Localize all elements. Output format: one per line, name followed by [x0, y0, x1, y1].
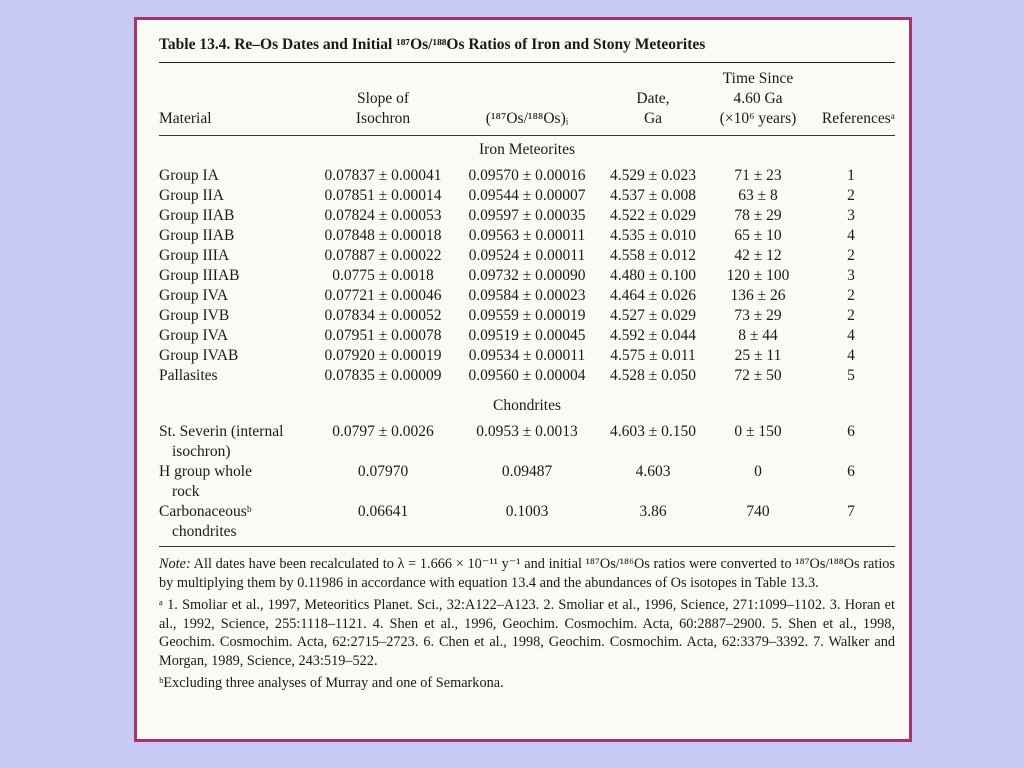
cell-ref-text: 4 — [847, 327, 855, 344]
cell-initial — [457, 266, 597, 286]
cell-material — [159, 422, 309, 462]
cell-material-text: Group IVA — [159, 287, 229, 304]
slide-frame — [134, 17, 912, 742]
cell-slope — [309, 306, 457, 326]
cell-time — [709, 206, 807, 226]
cell-material — [159, 186, 309, 206]
cell-time-text: 71 ± 23 — [734, 167, 782, 184]
cell-material-text: Group IIAB — [159, 207, 235, 224]
cell-time — [709, 246, 807, 266]
cell-ref-text: 3 — [847, 207, 855, 224]
cell-time — [709, 326, 807, 346]
table-row — [159, 346, 895, 366]
cell-date — [597, 226, 709, 246]
cell-date-text: 4.480 ± 0.100 — [609, 267, 696, 284]
cell-time — [709, 166, 807, 186]
table-row — [159, 206, 895, 226]
cell-slope-text: 0.07970 — [357, 463, 409, 480]
cell-ref-text: 2 — [847, 247, 855, 264]
header-time-line1: Time Since — [722, 70, 794, 87]
cell-ref-text: 6 — [847, 423, 855, 440]
cell-date-text: 4.558 ± 0.012 — [609, 247, 696, 264]
section-header-row — [159, 386, 895, 422]
cell-material — [159, 246, 309, 266]
cell-date — [597, 502, 709, 542]
cell-initial — [457, 346, 597, 366]
cell-ref-text: 4 — [847, 227, 855, 244]
section-title: Iron Meteorites — [479, 141, 575, 158]
cell-slope-text: 0.0797 ± 0.0026 — [332, 423, 434, 440]
cell-ref — [807, 166, 895, 186]
cell-slope-text: 0.07951 ± 0.00078 — [324, 327, 442, 344]
cell-initial-text: 0.09560 ± 0.00004 — [468, 367, 586, 384]
cell-initial-text: 0.09487 — [501, 463, 553, 480]
cell-slope — [309, 326, 457, 346]
cell-material — [159, 166, 309, 186]
table-row — [159, 502, 895, 542]
cell-time — [709, 366, 807, 386]
cell-date-text: 4.603 ± 0.150 — [609, 423, 696, 440]
cell-material-text: Group IVB — [159, 307, 230, 324]
cell-date-text: 4.522 ± 0.029 — [609, 207, 696, 224]
cell-initial — [457, 366, 597, 386]
cell-initial-text: 0.09570 ± 0.00016 — [468, 167, 586, 184]
cell-slope — [309, 366, 457, 386]
cell-ref — [807, 346, 895, 366]
cell-material — [159, 346, 309, 366]
cell-slope — [309, 186, 457, 206]
cell-material-text: Group IIIAB — [159, 267, 240, 284]
cell-slope-text: 0.07837 ± 0.00041 — [324, 167, 442, 184]
cell-slope-text: 0.07851 ± 0.00014 — [324, 187, 442, 204]
cell-ref — [807, 206, 895, 226]
cell-slope — [309, 166, 457, 186]
table-row — [159, 306, 895, 326]
cell-slope — [309, 226, 457, 246]
cell-initial — [457, 422, 597, 462]
table-row — [159, 286, 895, 306]
cell-slope-text: 0.0775 ± 0.0018 — [332, 267, 434, 284]
note-label: Note: — [159, 556, 191, 572]
section-title: Chondrites — [492, 397, 562, 414]
note-text: All dates have been recalculated to λ = 1.666 × 10⁻¹¹ y⁻¹ and initial ¹⁸⁷Os/¹⁸⁶Os ratios were converted to ¹⁸⁷Os/¹⁸⁸Os ratios by multiplying them by 0.11986 in accordance with equation 13.4 and the abundances of Os isotopes in Table 13.3. — [159, 556, 895, 591]
cell-material-continuation: isochron) — [172, 443, 231, 460]
cell-time-text: 78 ± 29 — [734, 207, 782, 224]
table-row — [159, 186, 895, 206]
header-references: Referencesᵃ — [821, 110, 895, 127]
cell-ref — [807, 326, 895, 346]
header-date-line1: Date, — [636, 90, 670, 107]
table-notes — [159, 555, 895, 693]
bottom-rule — [159, 546, 895, 547]
cell-ref — [807, 502, 895, 542]
cell-initial-text: 0.09559 ± 0.00019 — [468, 307, 586, 324]
table-row — [159, 246, 895, 266]
note-paragraph — [159, 555, 895, 592]
header-time-line2: 4.60 Ga — [733, 90, 783, 107]
cell-time — [709, 346, 807, 366]
cell-time-text: 136 ± 26 — [730, 287, 786, 304]
header-slope-line2: Isochron — [355, 110, 411, 127]
cell-slope-text: 0.07721 ± 0.00046 — [324, 287, 442, 304]
cell-time — [709, 266, 807, 286]
cell-ref-text: 1 — [847, 167, 855, 184]
cell-time-text: 120 ± 100 — [726, 267, 790, 284]
table-row — [159, 422, 895, 462]
cell-material-text: Group IIAB — [159, 227, 235, 244]
cell-time — [709, 502, 807, 542]
cell-initial-text: 0.09544 ± 0.00007 — [468, 187, 586, 204]
header-date-line2: Ga — [643, 110, 663, 127]
cell-time-text: 0 ± 150 — [734, 423, 782, 440]
cell-time-text: 8 ± 44 — [738, 327, 778, 344]
header-time-line3: (×10⁶ years) — [719, 110, 797, 127]
cell-ref — [807, 286, 895, 306]
cell-time-text: 42 ± 12 — [734, 247, 782, 264]
cell-time — [709, 186, 807, 206]
cell-time — [709, 226, 807, 246]
table-row — [159, 166, 895, 186]
cell-time-text: 740 — [746, 503, 770, 520]
cell-material-continuation: rock — [172, 483, 200, 500]
cell-ref-text: 2 — [847, 287, 855, 304]
cell-initial — [457, 462, 597, 502]
cell-date — [597, 266, 709, 286]
cell-ref-text: 5 — [847, 367, 855, 384]
cell-initial-text: 0.09519 ± 0.00045 — [468, 327, 586, 344]
table-row — [159, 366, 895, 386]
cell-material — [159, 266, 309, 286]
cell-material — [159, 462, 309, 502]
cell-time-text: 72 ± 50 — [734, 367, 782, 384]
cell-initial — [457, 326, 597, 346]
cell-material — [159, 286, 309, 306]
cell-material — [159, 502, 309, 542]
cell-material — [159, 326, 309, 346]
cell-material — [159, 366, 309, 386]
cell-initial — [457, 186, 597, 206]
cell-slope — [309, 286, 457, 306]
cell-initial — [457, 226, 597, 246]
cell-initial — [457, 502, 597, 542]
cell-date — [597, 186, 709, 206]
table-container — [159, 36, 895, 697]
cell-material-text: Group IIA — [159, 187, 224, 204]
cell-material-continuation: chondrites — [172, 523, 237, 540]
cell-slope-text: 0.07920 ± 0.00019 — [324, 347, 442, 364]
cell-slope — [309, 246, 457, 266]
cell-date — [597, 422, 709, 462]
table-row — [159, 266, 895, 286]
cell-date-text: 4.575 ± 0.011 — [610, 347, 696, 364]
cell-material-text: H group whole — [159, 463, 252, 480]
footnote-a: ᵃ 1. Smoliar et al., 1997, Meteoritics Planet. Sci., 32:A122–A123. 2. Smoliar et al., 1996, Science, 271:1099–1102. 3. Horan et al., 1992, Science, 255:1118–1121. 4. Shen et al., 1996, Geochim. Cosmochim. Acta, 60:2887–2900. 5. Shen et al., 1998, Geochim. Cosmochim. Acta, 62:2715–2723. 6. Chen et al., 1998, Geochim. Cosmochim. Acta, 62:3379–3392. 7. Walker and Morgan, 1989, Science, 243:519–522. — [159, 597, 895, 669]
cell-slope-text: 0.06641 — [357, 503, 409, 520]
cell-ref — [807, 422, 895, 462]
cell-slope — [309, 206, 457, 226]
cell-initial — [457, 206, 597, 226]
cell-time — [709, 286, 807, 306]
cell-ref — [807, 266, 895, 286]
cell-slope-text: 0.07887 ± 0.00022 — [324, 247, 442, 264]
cell-material — [159, 206, 309, 226]
cell-slope — [309, 266, 457, 286]
cell-date — [597, 326, 709, 346]
cell-date-text: 4.528 ± 0.050 — [609, 367, 696, 384]
cell-date — [597, 306, 709, 326]
cell-slope-text: 0.07848 ± 0.00018 — [324, 227, 442, 244]
cell-date — [597, 206, 709, 226]
cell-ref — [807, 366, 895, 386]
section-header-row — [159, 136, 895, 166]
cell-ref — [807, 246, 895, 266]
cell-date-text: 4.529 ± 0.023 — [609, 167, 696, 184]
cell-material-text: Pallasites — [159, 367, 218, 384]
table-body — [159, 136, 895, 542]
footnote-b: ᵇExcluding three analyses of Murray and one of Semarkona. — [159, 675, 504, 691]
cell-material-text: Group IA — [159, 167, 219, 184]
cell-time-text: 73 ± 29 — [734, 307, 782, 324]
cell-time-text: 63 ± 8 — [738, 187, 778, 204]
cell-slope — [309, 502, 457, 542]
cell-time-text: 65 ± 10 — [734, 227, 782, 244]
cell-ref-text: 6 — [847, 463, 855, 480]
cell-date — [597, 166, 709, 186]
cell-initial-text: 0.09584 ± 0.00023 — [468, 287, 586, 304]
cell-date-text: 4.535 ± 0.010 — [609, 227, 696, 244]
cell-material — [159, 306, 309, 326]
cell-initial-text: 0.09524 ± 0.00011 — [468, 247, 586, 264]
cell-time — [709, 462, 807, 502]
cell-date-text: 4.464 ± 0.026 — [609, 287, 696, 304]
cell-time — [709, 306, 807, 326]
cell-material-text: Group IIIA — [159, 247, 230, 264]
cell-ref-text: 7 — [847, 503, 855, 520]
cell-ref-text: 2 — [847, 187, 855, 204]
cell-ref — [807, 306, 895, 326]
cell-initial-text: 0.0953 ± 0.0013 — [476, 423, 578, 440]
cell-date — [597, 246, 709, 266]
cell-material-text: St. Severin (internal — [159, 423, 284, 440]
cell-ref-text: 2 — [847, 307, 855, 324]
cell-initial — [457, 306, 597, 326]
table-row — [159, 326, 895, 346]
table-row — [159, 226, 895, 246]
cell-time-text: 25 ± 11 — [734, 347, 782, 364]
cell-material — [159, 226, 309, 246]
cell-initial-text: 0.09534 ± 0.00011 — [468, 347, 586, 364]
cell-date-text: 3.86 — [639, 503, 667, 520]
table-row — [159, 462, 895, 502]
cell-slope — [309, 422, 457, 462]
cell-date — [597, 462, 709, 502]
header-material: Material — [159, 110, 212, 127]
header-initial-ratio: (¹⁸⁷Os/¹⁸⁸Os)ᵢ — [485, 110, 569, 127]
cell-date-text: 4.537 ± 0.008 — [609, 187, 696, 204]
cell-ref — [807, 462, 895, 502]
cell-slope — [309, 346, 457, 366]
cell-date-text: 4.592 ± 0.044 — [609, 327, 696, 344]
cell-material-text: Group IVA — [159, 327, 229, 344]
cell-time — [709, 422, 807, 462]
cell-slope-text: 0.07834 ± 0.00052 — [324, 307, 442, 324]
cell-ref-text: 3 — [847, 267, 855, 284]
cell-time-text: 0 — [754, 463, 762, 480]
cell-initial-text: 0.09563 ± 0.00011 — [468, 227, 586, 244]
cell-initial-text: 0.09597 ± 0.00035 — [468, 207, 586, 224]
cell-ref-text: 4 — [847, 347, 855, 364]
cell-ref — [807, 186, 895, 206]
cell-initial — [457, 166, 597, 186]
top-rule — [159, 62, 895, 63]
cell-date — [597, 346, 709, 366]
cell-material-text: Carbonaceousᵇ — [159, 503, 252, 520]
table-title: Table 13.4. Re–Os Dates and Initial ¹⁸⁷Os/¹⁸⁸Os Ratios of Iron and Stony Meteorites — [159, 36, 706, 53]
cell-slope-text: 0.07824 ± 0.00053 — [324, 207, 442, 224]
cell-ref — [807, 226, 895, 246]
cell-date — [597, 366, 709, 386]
cell-slope-text: 0.07835 ± 0.00009 — [324, 367, 442, 384]
header-slope-line1: Slope of — [356, 90, 410, 107]
data-table — [159, 69, 895, 542]
cell-initial — [457, 286, 597, 306]
cell-initial-text: 0.1003 — [505, 503, 549, 520]
cell-date-text: 4.603 — [635, 463, 671, 480]
cell-material-text: Group IVAB — [159, 347, 239, 364]
cell-date — [597, 286, 709, 306]
cell-initial — [457, 246, 597, 266]
cell-date-text: 4.527 ± 0.029 — [609, 307, 696, 324]
cell-slope — [309, 462, 457, 502]
cell-initial-text: 0.09732 ± 0.00090 — [468, 267, 586, 284]
